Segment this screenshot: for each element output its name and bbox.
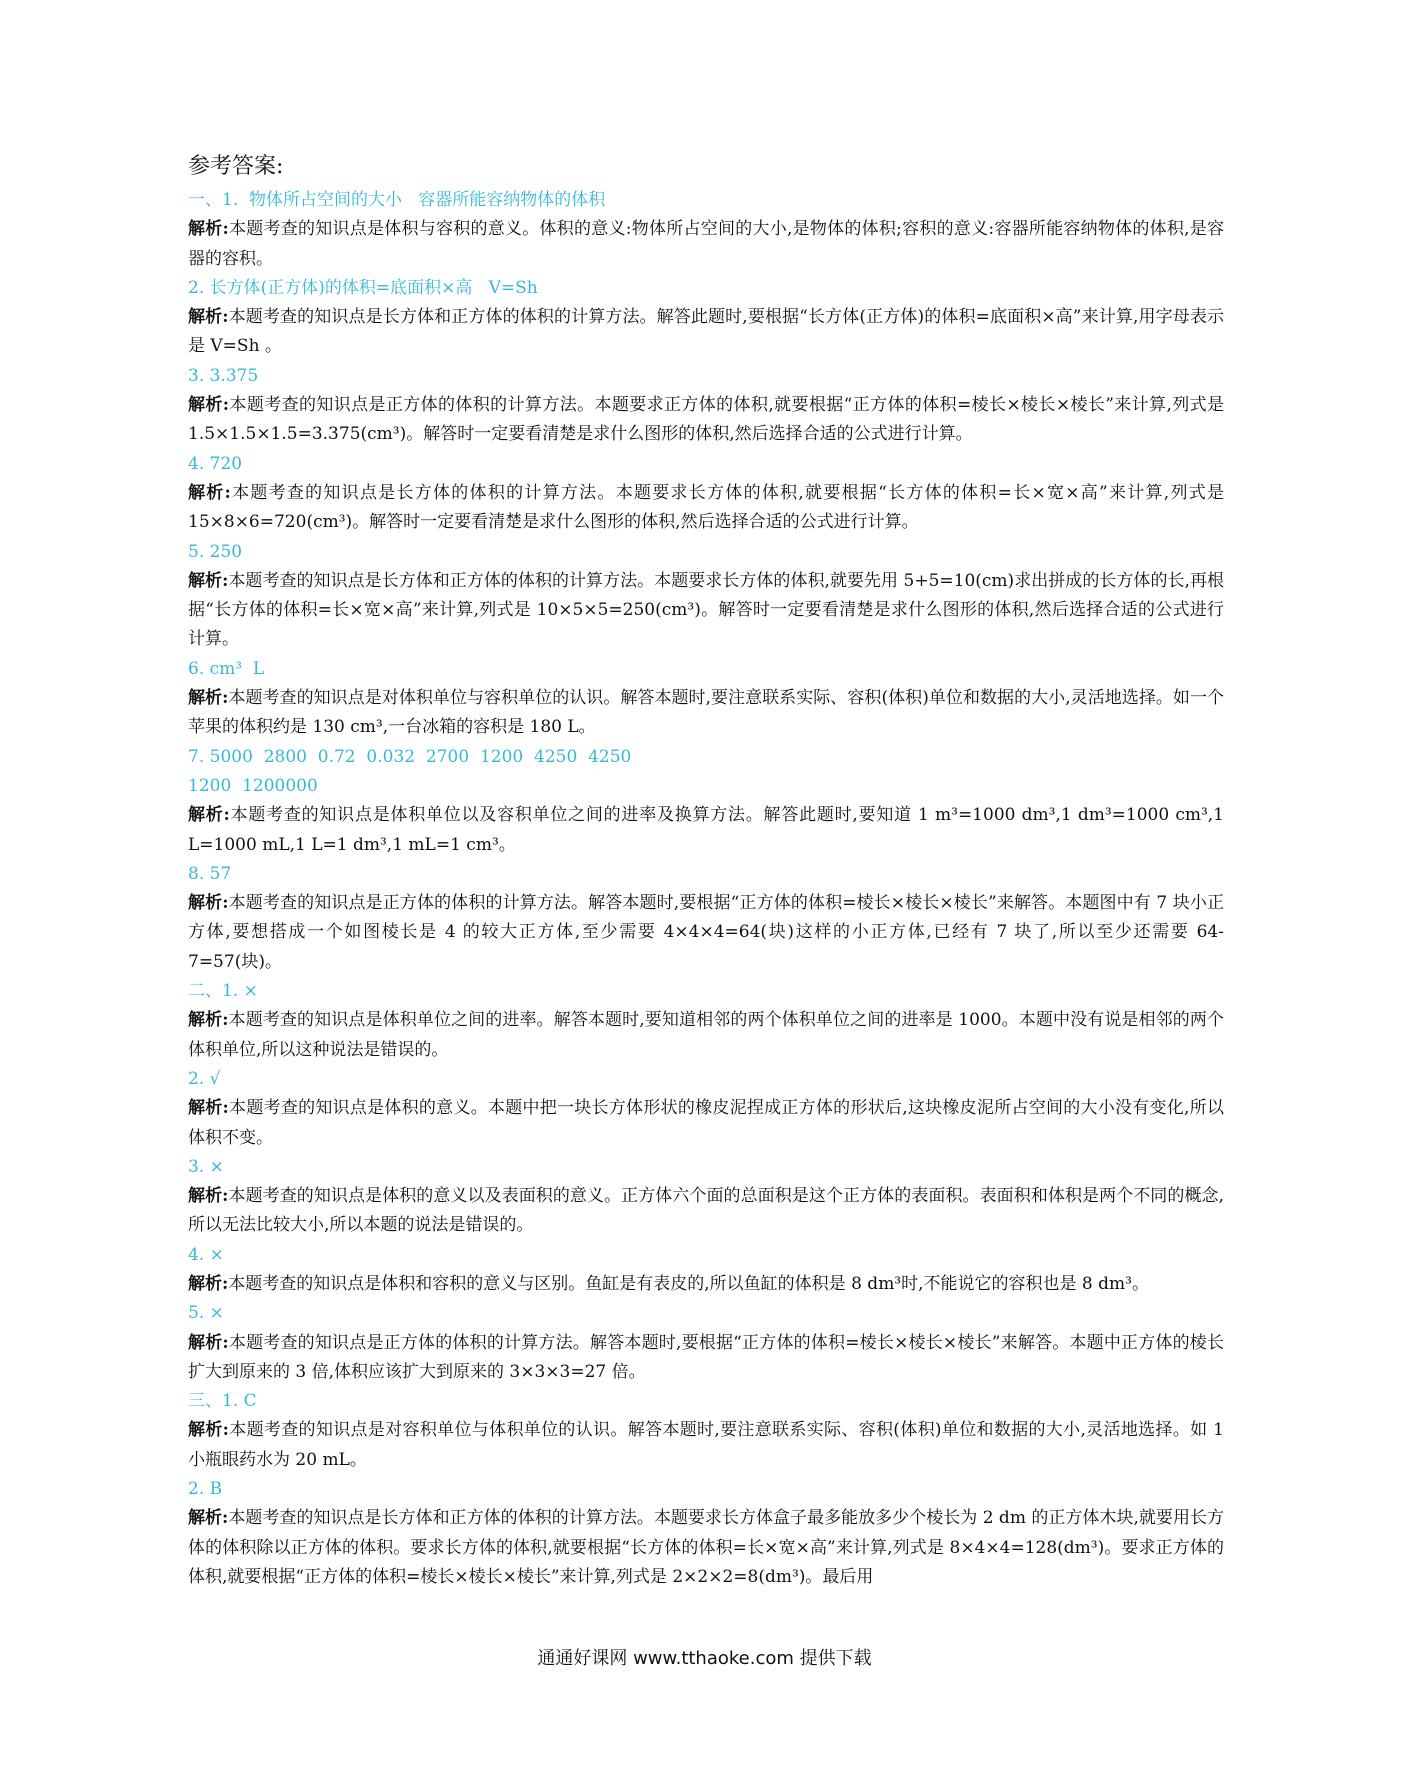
explanation-text: 本题考查的知识点是对容积单位与体积单位的认识。解答本题时,要注意联系实际、容积(体积)单位和数据的大小,灵活地选择。如 1 小瓶眼药水为 20 mL。 [188,1420,1225,1470]
answer-line: 3. × [188,1156,224,1177]
answer-line: 三、1. C [188,1391,257,1412]
answer-line: 4. × [188,1244,224,1265]
explanation-paragraph [188,567,1224,655]
answer-content [188,186,1224,1592]
explanation-text: 本题考查的知识点是长方体和正方体的体积的计算方法。解答此题时,要根据“长方体(正方体)的体积=底面积×高”来计算,用字母表示是 V=Sh 。 [188,307,1224,357]
explanation-text: 本题考查的知识点是长方体的体积的计算方法。本题要求长方体的体积,就要根据“长方体的体积=长×宽×高”来计算,列式是 15×8×6=720(cm³)。解答时一定要看清楚是求什么图形的体积,然后选择合适的公式进行计算。 [188,482,1224,533]
explanation-label: 解析: [188,688,229,709]
explanation-label: 解析: [188,482,231,503]
explanation-paragraph [188,1006,1224,1065]
explanation-label: 解析: [188,1186,229,1207]
answer-line: 2. B [188,1479,223,1500]
explanation-text: 本题考查的知识点是正方体的体积的计算方法。解答本题时,要根据“正方体的体积=棱长×棱长×棱长”来解答。本题图中有 7 块小正方体,要想搭成一个如图棱长是 4 的较大正方体,至少需要 4×4×4=64(块)这样的小正方体,已经有 7 块了,所以至少还需要 64-7=57(块)。 [188,893,1225,972]
explanation-label: 解析: [188,1098,229,1119]
explanation-label: 解析: [188,893,229,914]
explanation-text: 本题考查的知识点是体积与容积的意义。体积的意义:物体所占空间的大小,是物体的体积;容积的意义:容器所能容纳物体的体积,是容器的容积。 [188,219,1224,269]
explanation-label: 解析: [188,307,229,328]
answer-sheet [188,150,1224,1592]
explanation-label: 解析: [188,1332,229,1353]
explanation-paragraph [188,1329,1224,1388]
explanation-paragraph [188,303,1224,362]
answer-line: 5. 250 [188,541,243,562]
answer-line: 7. 5000 2800 0.72 0.032 2700 1200 4250 4250 [188,746,632,767]
footer-watermark: 通通好课网 www.tthaoke.com 提供下载 [537,1648,872,1669]
explanation-label: 解析: [188,1010,229,1031]
explanation-label: 解析: [188,1273,229,1294]
explanation-label: 解析: [188,219,229,240]
explanation-paragraph [188,479,1224,538]
explanation-label: 解析: [188,1508,229,1529]
answer-line: 2. 长方体(正方体)的体积=底面积×高 V=Sh [188,277,538,298]
explanation-label: 解析: [188,805,230,826]
explanation-text: 本题考查的知识点是体积和容积的意义与区别。鱼缸是有表皮的,所以鱼缸的体积是 8 dm³时,不能说它的容积也是 8 dm³。 [228,1273,1149,1294]
explanation-paragraph [188,391,1224,450]
answer-line: 一、1. 物体所占空间的大小 容器所能容纳物体的体积 [188,190,606,210]
answer-line: 3. 3.375 [188,365,259,386]
explanation-paragraph [188,215,1224,274]
explanation-text: 本题考查的知识点是体积单位以及容积单位之间的进率及换算方法。解答此题时,要知道 1 m³=1000 dm³,1 dm³=1000 cm³,1 L=1000 mL,1 L=1 dm³,1 mL=1 cm³。 [188,805,1224,855]
explanation-paragraph [188,1504,1224,1592]
explanation-paragraph [188,1416,1224,1475]
explanation-text: 本题考查的知识点是体积的意义。本题中把一块长方体形状的橡皮泥捏成正方体的形状后,这块橡皮泥所占空间的大小没有变化,所以体积不变。 [188,1098,1224,1148]
answer-line: 6. cm³ L [188,658,265,679]
explanation-paragraph [188,1182,1224,1241]
explanation-paragraph [188,1094,1224,1153]
explanation-label: 解析: [188,570,229,591]
explanation-paragraph [188,801,1224,860]
answer-line: 8. 57 [188,863,232,884]
page-title: 参考答案: [188,154,284,179]
answer-line: 5. × [188,1303,224,1324]
explanation-text: 本题考查的知识点是正方体的体积的计算方法。解答本题时,要根据“正方体的体积=棱长×棱长×棱长”来解答。本题中正方体的棱长扩大到原来的 3 倍,体积应该扩大到原来的 3×3×3=27 倍。 [188,1332,1224,1382]
explanation-text: 本题考查的知识点是长方体和正方体的体积的计算方法。本题要求长方体的体积,就要先用 5+5=10(cm)求出拼成的长方体的长,再根据“长方体的体积=长×宽×高”来计算,列式是 10×5×5=250(cm³)。解答时一定要看清楚是求什么图形的体积,然后选择合适的公式进行计算。 [188,570,1224,650]
explanation-label: 解析: [188,395,230,416]
explanation-paragraph [188,1270,1224,1299]
explanation-text: 本题考查的知识点是对体积单位与容积单位的认识。解答本题时,要注意联系实际、容积(体积)单位和数据的大小,灵活地选择。如一个苹果的体积约是 130 cm³,一台冰箱的容积是 180 L。 [188,688,1224,738]
explanation-paragraph [188,684,1224,743]
answer-line: 1200 1200000 [188,775,318,796]
explanation-text: 本题考查的知识点是体积单位之间的进率。解答本题时,要知道相邻的两个体积单位之间的进率是 1000。本题中没有说是相邻的两个体积单位,所以这种说法是错误的。 [188,1010,1224,1060]
explanation-text: 本题考查的知识点是正方体的体积的计算方法。本题要求正方体的体积,就要根据“正方体的体积=棱长×棱长×棱长”来计算,列式是 1.5×1.5×1.5=3.375(cm³)。解答时一定要看清楚是求什么图形的体积,然后选择合适的公式进行计算。 [188,395,1224,445]
answer-line: 4. 720 [188,453,243,474]
explanation-label: 解析: [188,1420,229,1441]
explanation-paragraph [188,889,1224,977]
answer-line: 二、1. × [188,981,258,1002]
explanation-text: 本题考查的知识点是长方体和正方体的体积的计算方法。本题要求长方体盒子最多能放多少个棱长为 2 dm 的正方体木块,就要用长方体的体积除以正方体的体积。要求长方体的体积,就要根据“长方体的体积=长×宽×高”来计算,列式是 8×4×4=128(dm³)。要求正方体的体积,就要根据“正方体的体积=棱长×棱长×棱长”来计算,列式是 2×2×2=8(dm³)。最后用 [188,1508,1224,1587]
explanation-text: 本题考查的知识点是体积的意义以及表面积的意义。正方体六个面的总面积是这个正方体的表面积。表面积和体积是两个不同的概念,所以无法比较大小,所以本题的说法是错误的。 [188,1186,1224,1236]
answer-line: 2. √ [188,1068,221,1089]
